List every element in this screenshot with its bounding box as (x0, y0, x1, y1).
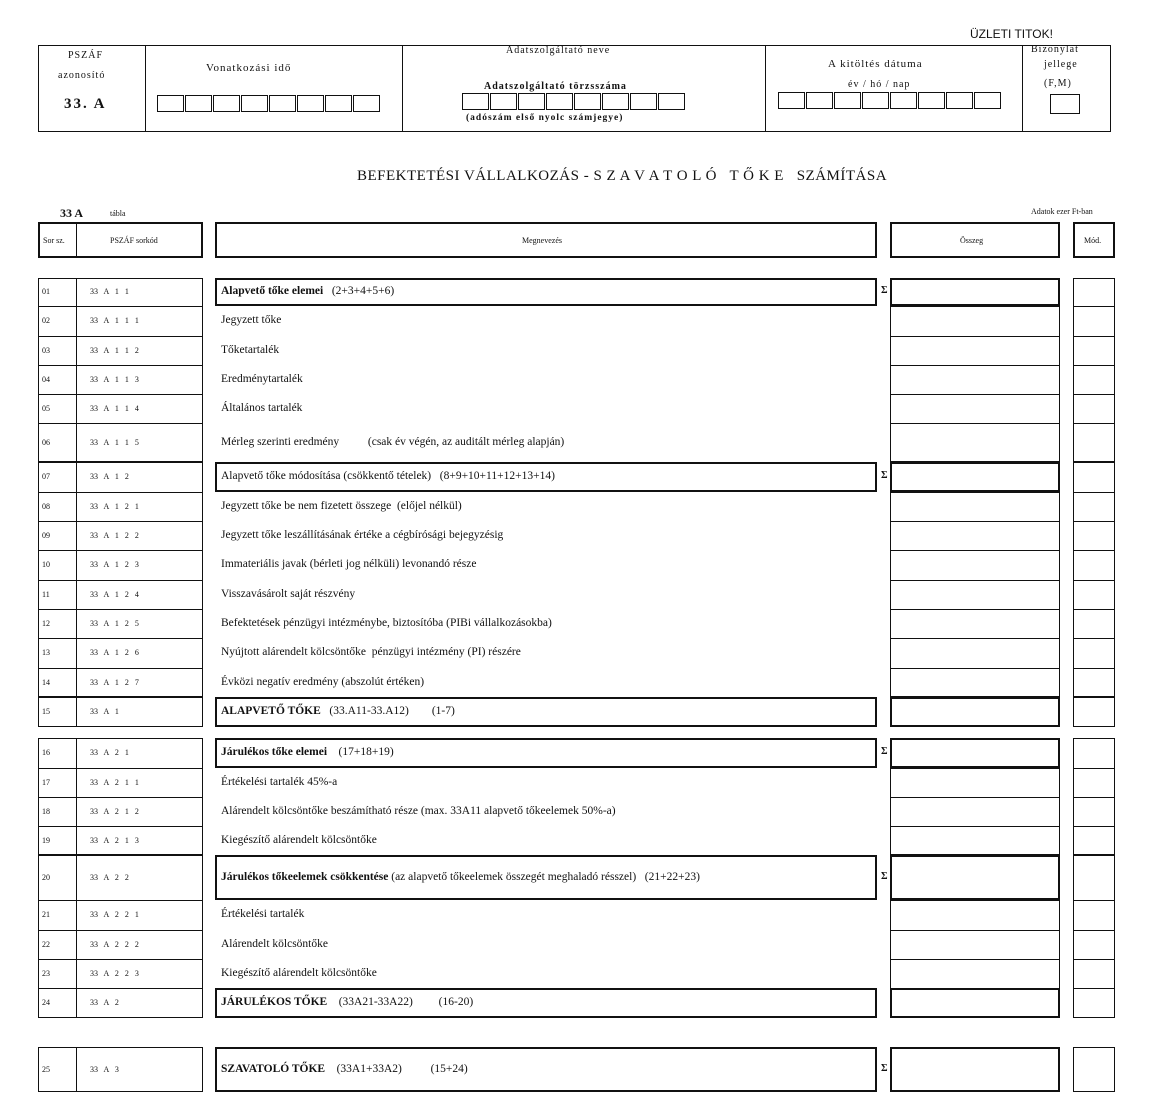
row-label (221, 285, 394, 297)
row-number: 11 (42, 589, 50, 599)
row-number: 04 (42, 374, 50, 384)
modification-input[interactable] (1073, 797, 1115, 826)
row-label (221, 314, 281, 326)
row-label-rest: Visszavásárolt saját részvény (221, 587, 356, 600)
provider-name-label: Adatszolgáltató neve (506, 45, 611, 56)
row-number: 18 (42, 806, 50, 816)
amount-input[interactable] (890, 959, 1060, 988)
pszaf-id: 33. A (64, 96, 107, 112)
row-label-bold: Járulékos tőke elemei (221, 746, 328, 758)
col-sum: Összeg (960, 236, 984, 245)
row-number: 23 (42, 968, 50, 978)
row-code: 33 A 1 2 1 (90, 501, 139, 511)
row-code: 33 A 1 1 5 (90, 437, 139, 447)
row-code: 33 A 1 (90, 707, 119, 716)
row-label-bold: ALAPVETŐ TŐKE (221, 705, 321, 717)
table-id: 33 A (60, 206, 84, 220)
row-label-bold: SZAVATOLÓ TŐKE (221, 1062, 326, 1075)
amount-input[interactable] (890, 638, 1060, 668)
modification-input[interactable] (1073, 306, 1115, 336)
pszaf-label: PSZÁF (68, 50, 104, 61)
row-label (221, 646, 521, 658)
row-label-rest: (2+3+4+5+6) (323, 285, 395, 297)
row-label (221, 558, 476, 570)
row-number: 20 (42, 872, 50, 882)
row-code: 33 A 1 2 7 (90, 677, 139, 687)
amount-input[interactable] (890, 609, 1060, 638)
amount-input[interactable] (890, 550, 1060, 580)
row-label (221, 500, 462, 512)
row-number: 06 (42, 437, 50, 447)
modification-input[interactable] (1073, 826, 1115, 855)
row-label-rest: Jegyzett tőke (221, 314, 282, 326)
page-title: BEFEKTETÉSI VÁLLALKOZÁS - S Z A V A T O L Ó T Ő K E SZÁMÍTÁSA (357, 168, 888, 184)
row-number: 13 (42, 648, 50, 657)
row-label (221, 834, 377, 846)
row-code: 33 A 3 (90, 1064, 119, 1074)
provider-reg-input[interactable] (462, 93, 686, 110)
sigma-mark: Σ (881, 1062, 888, 1074)
doc-type-label-2: jellege (1044, 59, 1078, 70)
row-number: 19 (42, 835, 50, 845)
row-label (221, 373, 303, 385)
row-label-rest: (33A1+33A2) (15+24) (325, 1062, 468, 1075)
doc-type-values: (F,M) (1044, 78, 1072, 89)
row-number: 25 (42, 1064, 50, 1074)
modification-input[interactable] (1073, 609, 1115, 638)
row-label (221, 908, 304, 920)
row-code: 33 A 2 1 3 (90, 835, 139, 845)
modification-input[interactable] (1073, 697, 1115, 727)
amount-input[interactable] (890, 521, 1060, 550)
row-label-rest: Kiegészítő alárendelt kölcsöntőke (221, 833, 377, 846)
row-number: 22 (42, 939, 50, 949)
amount-input[interactable] (890, 492, 1060, 521)
row-code: 33 A 2 2 (90, 872, 129, 882)
row-code: 33 A 1 2 5 (90, 618, 139, 628)
modification-input[interactable] (1073, 394, 1115, 423)
row-number: 12 (42, 618, 50, 628)
modification-input[interactable] (1073, 668, 1115, 697)
modification-input[interactable] (1073, 462, 1115, 492)
row-number: 09 (42, 530, 50, 540)
provider-reg-label: Adatszolgáltató törzsszáma (484, 81, 627, 92)
table-word: tábla (110, 209, 126, 218)
modification-input[interactable] (1073, 492, 1115, 521)
modification-input[interactable] (1073, 768, 1115, 797)
row-number: 16 (42, 748, 50, 757)
amount-input[interactable] (890, 336, 1060, 365)
col-name: Megnevezés (522, 236, 562, 245)
row-label (221, 344, 279, 356)
row-label (221, 805, 616, 817)
fill-date-input[interactable] (778, 92, 1002, 109)
row-code: 33 A 1 2 3 (90, 560, 139, 569)
modification-input[interactable] (1073, 278, 1115, 306)
modification-input[interactable] (1073, 638, 1115, 668)
row-code: 33 A 2 1 1 (90, 777, 139, 787)
row-code: 33 A 1 1 2 (90, 345, 139, 355)
sigma-mark: Σ (881, 285, 888, 296)
row-label-rest: Általános tartalék (221, 401, 303, 414)
amount-input[interactable] (890, 930, 1060, 959)
amount-input[interactable] (890, 738, 1060, 768)
units-label: Adatok ezer Ft-ban (1031, 207, 1093, 216)
modification-input[interactable] (1073, 521, 1115, 550)
sigma-mark: Σ (881, 870, 888, 882)
row-code: 33 A 1 1 (90, 287, 129, 296)
row-label (221, 938, 328, 950)
col-sor: Sor sz. (43, 236, 65, 245)
row-code: 33 A 1 2 (90, 472, 129, 481)
row-code: 33 A 2 1 2 (90, 806, 139, 816)
row-number: 02 (42, 316, 50, 325)
pszaf-label-2: azonosító (58, 70, 106, 81)
row-label-rest: (33.A11-33.A12) (1-7) (320, 705, 455, 717)
row-label-rest: (17+18+19) (327, 746, 394, 758)
row-label (221, 871, 700, 883)
row-number: 05 (42, 403, 50, 413)
modification-input[interactable] (1073, 855, 1115, 900)
sigma-mark: Σ (881, 746, 888, 757)
row-label (221, 588, 355, 600)
row-label-rest: Évközi negatív eredmény (abszolút értéken) (221, 675, 425, 688)
row-label-rest: Nyújtott alárendelt kölcsöntőke pénzügyi intézmény (PI) részére (221, 646, 521, 658)
row-label (221, 676, 424, 688)
modification-input[interactable] (1073, 423, 1115, 462)
modification-input[interactable] (1073, 930, 1115, 959)
row-label (221, 470, 555, 482)
row-label (221, 529, 503, 541)
row-code: 33 A 1 1 3 (90, 374, 139, 384)
row-label-rest: Jegyzett tőke be nem fizetett összege (előjel nélkül) (221, 499, 462, 512)
row-number: 17 (42, 777, 50, 787)
row-label-rest: Kiegészítő alárendelt kölcsöntőke (221, 966, 377, 979)
row-label-rest: (33A21-33A22) (16-20) (327, 996, 474, 1008)
row-code: 33 A 2 (90, 998, 119, 1007)
amount-input[interactable] (890, 768, 1060, 797)
row-number: 07 (42, 472, 50, 481)
amount-input[interactable] (890, 423, 1060, 462)
row-code: 33 A 1 2 6 (90, 648, 139, 657)
modification-input[interactable] (1073, 580, 1115, 609)
row-label (221, 705, 455, 717)
row-label-rest: (az alapvető tőkeelemek összegét meghaladó résszel) (21+22+23) (388, 870, 700, 883)
provider-reg-note: (adószám első nyolc számjegye) (466, 113, 624, 123)
row-label (221, 967, 377, 979)
row-number: 03 (42, 345, 50, 355)
row-code: 33 A 1 2 4 (90, 589, 139, 599)
confidential-label: ÜZLETI TITOK! (970, 27, 1053, 41)
row-number: 14 (42, 677, 50, 687)
modification-input[interactable] (1073, 900, 1115, 930)
row-number: 08 (42, 501, 50, 511)
row-label (221, 746, 394, 758)
row-label-rest: Értékelési tartalék (221, 908, 305, 920)
amount-input[interactable] (890, 668, 1060, 697)
amount-input[interactable] (890, 697, 1060, 727)
amount-input[interactable] (890, 797, 1060, 826)
row-label-rest: Befektetések pénzügyi intézménybe, biztosítóba (PIBi vállalkozásokba) (221, 616, 552, 629)
doc-type-label: Bizonylat (1031, 44, 1079, 55)
amount-input[interactable] (890, 1047, 1060, 1092)
row-label-rest: Mérleg szerinti eredmény (csak év végén, az auditált mérleg alapján) (221, 435, 565, 448)
amount-input[interactable] (890, 580, 1060, 609)
row-label-bold: JÁRULÉKOS TŐKE (221, 996, 328, 1008)
row-label-bold: Járulékos tőkeelemek csökkentése (221, 870, 389, 883)
row-number: 21 (42, 910, 50, 919)
col-code: PSZÁF sorkód (110, 236, 158, 245)
row-group-frame (38, 697, 203, 727)
row-label-rest: Jegyzett tőke leszállításának értéke a cégbírósági bejegyzésig (221, 528, 504, 541)
amount-input[interactable] (890, 278, 1060, 306)
modification-input[interactable] (1073, 550, 1115, 580)
doc-type-input[interactable] (1050, 94, 1080, 114)
row-label (221, 402, 302, 414)
row-code: 33 A 2 2 3 (90, 968, 139, 978)
modification-input[interactable] (1073, 365, 1115, 394)
row-label-rest: Alapvető tőke módosítása (csökkentő tételek) (8+9+10+11+12+13+14) (221, 470, 555, 482)
period-input[interactable] (157, 95, 381, 112)
row-label-rest: Tőketartalék (221, 343, 280, 356)
modification-input[interactable] (1073, 1047, 1115, 1092)
row-label (221, 1063, 468, 1075)
row-code: 33 A 1 1 4 (90, 403, 139, 413)
row-label (221, 436, 564, 448)
row-label-bold: Alapvető tőke elemei (221, 285, 324, 297)
row-label-rest: Alárendelt kölcsöntőke beszámítható része (max. 33A11 alapvető tőkeelemek 50%-a) (221, 804, 616, 817)
row-label-rest: Eredménytartalék (221, 372, 303, 385)
row-label-rest: Immateriális javak (bérleti jog nélküli) levonandó része (221, 558, 477, 570)
fill-date-label: A kitöltés dátuma (828, 58, 923, 70)
row-group-frame (38, 1047, 203, 1092)
row-code: 33 A 2 2 2 (90, 939, 139, 949)
row-number: 15 (42, 707, 50, 716)
modification-input[interactable] (1073, 988, 1115, 1018)
row-number: 24 (42, 998, 50, 1007)
row-label-rest: Értékelési tartalék 45%-a (221, 775, 338, 788)
row-label (221, 617, 552, 629)
row-label (221, 776, 337, 788)
modification-input[interactable] (1073, 336, 1115, 365)
amount-input[interactable] (890, 900, 1060, 930)
row-code: 33 A 2 1 (90, 748, 129, 757)
amount-input[interactable] (890, 365, 1060, 394)
amount-input[interactable] (890, 855, 1060, 900)
row-code: 33 A 1 2 2 (90, 530, 139, 540)
row-number: 10 (42, 560, 50, 569)
amount-input[interactable] (890, 826, 1060, 855)
amount-input[interactable] (890, 394, 1060, 423)
row-label (221, 996, 473, 1008)
amount-input[interactable] (890, 462, 1060, 492)
fill-date-format: év / hó / nap (848, 79, 911, 90)
sigma-mark: Σ (881, 470, 888, 481)
row-number: 01 (42, 287, 50, 296)
period-label: Vonatkozási idő (206, 62, 292, 74)
amount-input[interactable] (890, 306, 1060, 336)
amount-input[interactable] (890, 988, 1060, 1018)
row-code: 33 A 2 2 1 (90, 910, 139, 919)
modification-input[interactable] (1073, 959, 1115, 988)
modification-input[interactable] (1073, 738, 1115, 768)
row-label-rest: Alárendelt kölcsöntőke (221, 937, 328, 950)
row-code: 33 A 1 1 1 (90, 316, 139, 325)
col-mod: Mód. (1084, 236, 1102, 245)
